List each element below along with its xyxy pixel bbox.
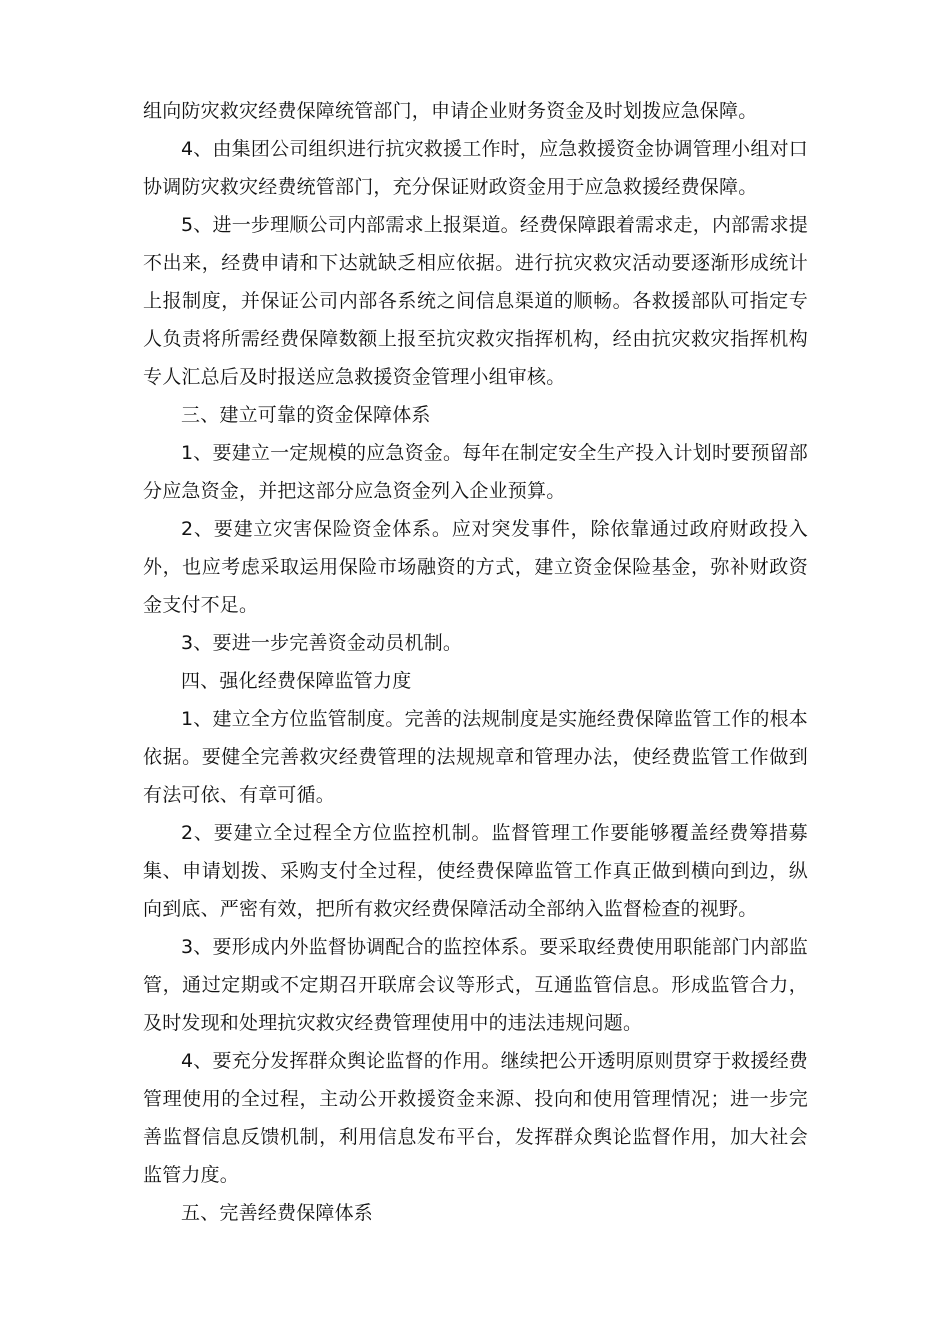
section-heading-4: 四、强化经费保障监管力度	[181, 670, 412, 692]
paragraph-item-4: 4、要充分发挥群众舆论监督的作用。继续把公开透明原则贯穿于救援经费管理使用的全过程，主动公开救援资金来源、投向和使用管理情况；进一步完善监督信息反馈机制，利用信息发布平台，发挥群众舆论监督作用，加大社会监管力度。	[143, 1050, 808, 1186]
paragraph-item-3: 3、要进一步完善资金动员机制。	[181, 632, 463, 654]
paragraph-item-2: 2、要建立全过程全方位监控机制。监督管理工作要能够覆盖经费筹措募集、申请划拨、采购支付全过程，使经费保障监管工作真正做到横向到边，纵向到底、严密有效，把所有救灾经费保障活动全部纳入监督检查的视野。	[143, 822, 808, 920]
paragraph-item-1: 1、建立全方位监管制度。完善的法规制度是实施经费保障监管工作的根本依据。要健全完善救灾经费管理的法规规章和管理办法，使经费监管工作做到有法可依、有章可循。	[143, 708, 808, 806]
paragraph-item-1: 1、要建立一定规模的应急资金。每年在制定安全生产投入计划时要预留部分应急资金，并把这部分应急资金列入企业预算。	[143, 442, 808, 502]
paragraph-item-2: 2、要建立灾害保险资金体系。应对突发事件，除依靠通过政府财政投入外，也应考虑采取运用保险市场融资的方式，建立资金保险基金，弥补财政资金支付不足。	[143, 518, 808, 616]
section-heading-5: 五、完善经费保障体系	[181, 1202, 374, 1224]
paragraph-item-4: 4、由集团公司组织进行抗灾救援工作时，应急救援资金协调管理小组对口协调防灾救灾经费统管部门，充分保证财政资金用于应急救援经费保障。	[143, 138, 808, 198]
section-heading-3: 三、建立可靠的资金保障体系	[181, 404, 431, 426]
paragraph-continuation: 组向防灾救灾经费保障统管部门，申请企业财务资金及时划拨应急保障。	[143, 100, 758, 122]
paragraph-item-3: 3、要形成内外监督协调配合的监控体系。要采取经费使用职能部门内部监管，通过定期或不定期召开联席会议等形式，互通监管信息。形成监管合力，及时发现和处理抗灾救灾经费管理使用中的违法违规问题。	[143, 936, 808, 1034]
paragraph-item-5: 5、进一步理顺公司内部需求上报渠道。经费保障跟着需求走，内部需求提不出来，经费申请和下达就缺乏相应依据。进行抗灾救灾活动要逐渐形成统计上报制度，并保证公司内部各系统之间信息渠道的顺畅。各救援部队可指定专人负责将所需经费保障数额上报至抗灾救灾指挥机构，经由抗灾救灾指挥机构专人汇总后及时报送应急救援资金管理小组审核。	[143, 214, 808, 388]
document-body	[143, 92, 808, 1232]
